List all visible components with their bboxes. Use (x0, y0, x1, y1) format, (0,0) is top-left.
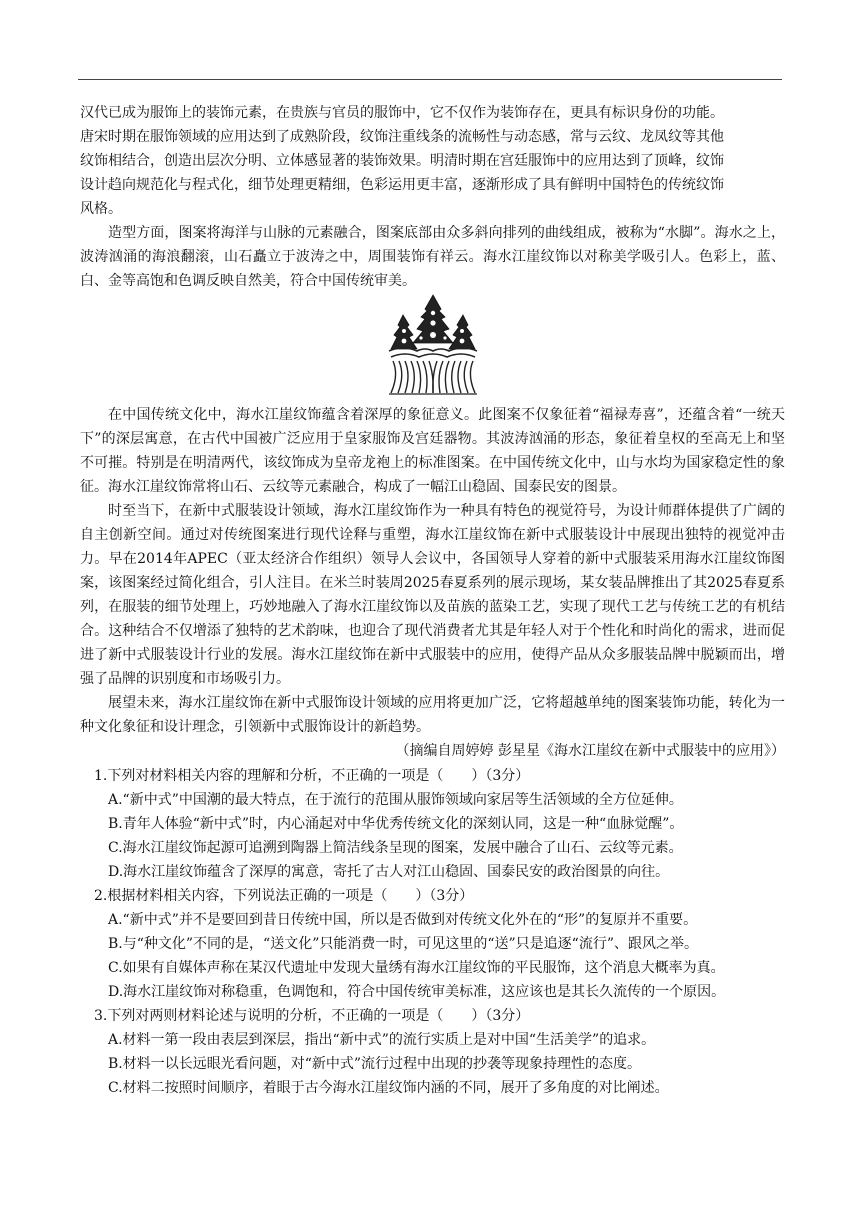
sea-water-cliff-pattern-image (383, 293, 483, 398)
option-b: B.材料一以长远眼光看问题，对“新中式”流行过程中出现的抄袭等现象持理性的态度。 (108, 1056, 642, 1072)
paragraph-symbolism: 在中国传统文化中，海水江崖纹饰蕴含着深厚的象征意义。此图案不仅象征着“福禄寿喜”，还蕴含着“一统天下”的深层寓意，在古代中国被广泛应用于皇家服饰及宫廷器物。其波涛汹涌的形态，象征着皇权的至高无上和坚不可摧。特别是在明清两代，该纹饰成为皇帝龙袍上的标准图案。在中国传统文化中，山与水均为国家稳定性的象征。海水江崖纹饰常将山石、云纹等元素融合，构成了一幅江山稳固、国泰民安的图景。 (80, 407, 785, 495)
option-b: B.与“种文化”不同的是，“送文化”只能消费一时，可见这里的“送”只是追逐“流行”、跟风之举。 (108, 936, 698, 952)
question-stem: 1.下列对材料相关内容的理解和分析，不正确的一项是（ ）（3分） (94, 768, 530, 784)
text-line: 风格。 (80, 201, 122, 217)
question-3 (80, 1004, 785, 1100)
paragraph-future: 展望未来，海水江崖纹饰在新中式服饰设计领域的应用将更加广泛，它将超越单纯的图案装饰功能，转化为一种文化象征和设计理念，引领新中式服饰设计的新趋势。 (80, 695, 785, 735)
option-a: A.“新中式”并不是要回到昔日传统中国，所以是否做到对传统文化外在的“形”的复原并不重要。 (108, 912, 698, 928)
paragraph-han-tang-ming-qing (80, 101, 785, 221)
paragraph-shape: 造型方面，图案将海洋与山脉的元素融合，图案底部由众多斜向排列的曲线组成，被称为“水脚”。海水之上，波涛汹涌的海浪翻滚，山石矗立于波涛之中，周围装饰有祥云。海水江崖纹饰以对称美学吸引人。色彩上，蓝、白、金等高饱和色调反映自然美，符合中国传统审美。 (80, 225, 785, 289)
option-c: C.如果有自媒体声称在某汉代遗址中发现大量绣有海水江崖纹饰的平民服饰，这个消息大概率为真。 (108, 960, 725, 976)
paragraph-modern-design: 时至当下，在新中式服装设计领域，海水江崖纹饰作为一种具有特色的视觉符号，为设计师群体提供了广阔的自主创新空间。通过对传统图案进行现代诠释与重塑，海水江崖纹饰在新中式服装设计中展现出独特的视觉冲击力。早在2014年APEC（亚太经济合作组织）领导人会议中，各国领导人穿着的新中式服装采用海水江崖纹饰图案，该图案经过简化组合，引人注目。在米兰时装周2025春夏系列的展示现场，某女装品牌推出了其2025春夏系列，在服装的细节处理上，巧妙地融入了海水江崖纹饰以及苗族的蓝染工艺，实现了现代工艺与传统工艺的有机结合。这种结合不仅增添了独特的艺术韵味，也迎合了现代消费者尤其是年轻人对于个性化和时尚化的需求，进而促进了新中式服装设计行业的发展。海水江崖纹饰在新中式服装中的应用，使得产品从众多服装品牌中脱颖而出，增强了品牌的识别度和市场吸引力。 (80, 503, 785, 687)
question-2 (80, 884, 785, 1004)
option-a: A.“新中式”中国潮的最大特点，在于流行的范围从服饰领域向家居等生活领域的全方位延伸。 (108, 792, 683, 808)
option-c: C.海水江崖纹饰起源可追溯到陶器上简洁线条呈现的图案，发展中融合了山石、云纹等元素。 (108, 840, 683, 856)
question-1 (80, 764, 785, 884)
document-body (80, 101, 785, 1100)
question-stem: 2.根据材料相关内容，下列说法正确的一项是（ ）（3分） (94, 888, 474, 904)
option-a: A.材料一第一段由表层到深层，指出“新中式”的流行实质上是对中国“生活美学”的追求。 (108, 1032, 656, 1048)
option-d: D.海水江崖纹饰蕴含了深厚的寓意，寄托了古人对江山稳固、国泰民安的政治图景的向往。 (108, 864, 670, 880)
option-b: B.青年人体验“新中式”时，内心涌起对中华优秀传统文化的深刻认同，这是一种“血脉觉醒”。 (108, 816, 684, 832)
text-line: 汉代已成为服饰上的装饰元素，在贵族与官员的服饰中，它不仅作为装饰存在，更具有标识身份的功能。 (80, 105, 724, 121)
question-stem: 3.下列对两则材料论述与说明的分析，不正确的一项是（ ）（3分） (94, 1008, 530, 1024)
text-line: 设计趋向规范化与程式化，细节处理更精细，色彩运用更丰富，逐渐形成了具有鲜明中国特色的传统纹饰 (80, 177, 724, 193)
option-d: D.海水江崖纹饰对称稳重，色调饱和，符合中国传统审美标准，这应该也是其长久流传的一个原因。 (108, 984, 726, 1000)
figure-sea-cliff-pattern (80, 293, 785, 403)
header-rule (78, 79, 782, 80)
source-citation: （摘编自周婷婷 彭星星《海水江崖纹在新中式服装中的应用》） (395, 743, 785, 759)
text-line: 唐宋时期在服饰领域的应用达到了成熟阶段，纹饰注重线条的流畅性与动态感，常与云纹、龙凤纹等其他 (80, 129, 724, 145)
text-line: 纹饰相结合，创造出层次分明、立体感显著的装饰效果。明清时期在宫廷服饰中的应用达到了顶峰，纹饰 (80, 153, 724, 169)
option-c: C.材料二按照时间顺序，着眼于古今海水江崖纹饰内涵的不同，展开了多角度的对比阐述。 (108, 1080, 669, 1096)
